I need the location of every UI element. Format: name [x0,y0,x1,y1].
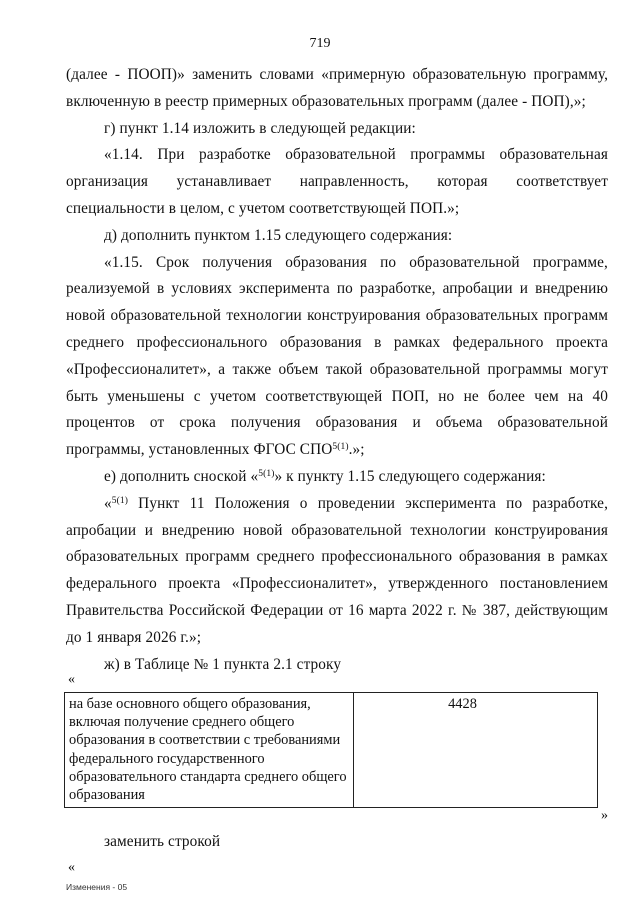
paragraph-item-e [66,464,608,491]
education-term-table [64,692,598,808]
footnote-mark-5-1: 5(1) [258,468,275,479]
paragraph-item-g: г) пункт 1.14 изложить в следующей редакции: [104,119,416,137]
table-row [65,693,598,808]
paragraph-item-d: д) дополнить пунктом 1.15 следующего содержания: [104,226,453,244]
footnote-open-quote: « [104,494,112,512]
item-e-head: е) дополнить сноской « [104,467,259,485]
paragraph-ptoop-replacement: (далее - ПООП)» заменить словами «примерную образовательную программу, включенную в реестр примерных образовательных программ (далее - ПОП),»; [66,66,608,110]
table-open-quote: « [68,672,75,687]
footnote-ref-5-1: 5(1) [332,442,349,453]
paragraph-item-zh: ж) в Таблице № 1 пункта 2.1 строку [104,655,342,673]
paragraph-clause-1-14: «1.14. При разработке образовательной программы образовательная организация устанавливает направленность, которая соответствует специальности в целом, с учетом соответствующей ПОП.»; [66,146,608,217]
clause-1-15-text: «1.15. Срок получения образования по образовательной программе, реализуемой в условиях эксперимента по разработке, апробации и внедрению новой образовательной технологии конструирования образовательных программ среднего профессионального образования в рамках федерального проекта «Профессионалитет», а также объем такой образовательной программы могут быть уменьшены с учетом соответствующей ПОП, но не более чем на 40 процентов от срока получения образования и объема образовательной программы, установленных ФГОС СПО [66,253,608,459]
body-text [66,62,608,678]
paragraph-footnote-5-1 [66,491,608,652]
footnote-text: Пункт 11 Положения о проведении эксперимента по разработке, апробации и внедрению новой образовательной технологии конструирования образовательных программ среднего профессионального образования в рамках федерального проекта «Профессионалитет», утвержденного постановлением Правительства Российской Федерации от 16 марта 2022 г. № 387, действующим до 1 января 2026 г.»; [66,494,608,646]
footnote-number-5-1: 5(1) [111,495,128,506]
table-cell-basis: на базе основного общего образования, включая получение среднего общего образования в соответствии с требованиями федерального государственного образовательного стандарта среднего общего образования [65,693,354,808]
page-number: 719 [309,36,331,51]
table-cell-value: 4428 [354,693,598,808]
item-e-tail: » к пункту 1.15 следующего содержания: [274,467,546,485]
replace-line [66,829,608,856]
paragraph-clause-1-15 [66,250,608,464]
replace-with-row-text: заменить строкой [104,833,221,850]
clause-1-15-end: .»; [348,441,365,459]
table-close-quote: » [601,808,608,823]
second-open-quote: « [68,860,75,875]
footer-revision-label: Изменения - 05 [66,882,128,892]
